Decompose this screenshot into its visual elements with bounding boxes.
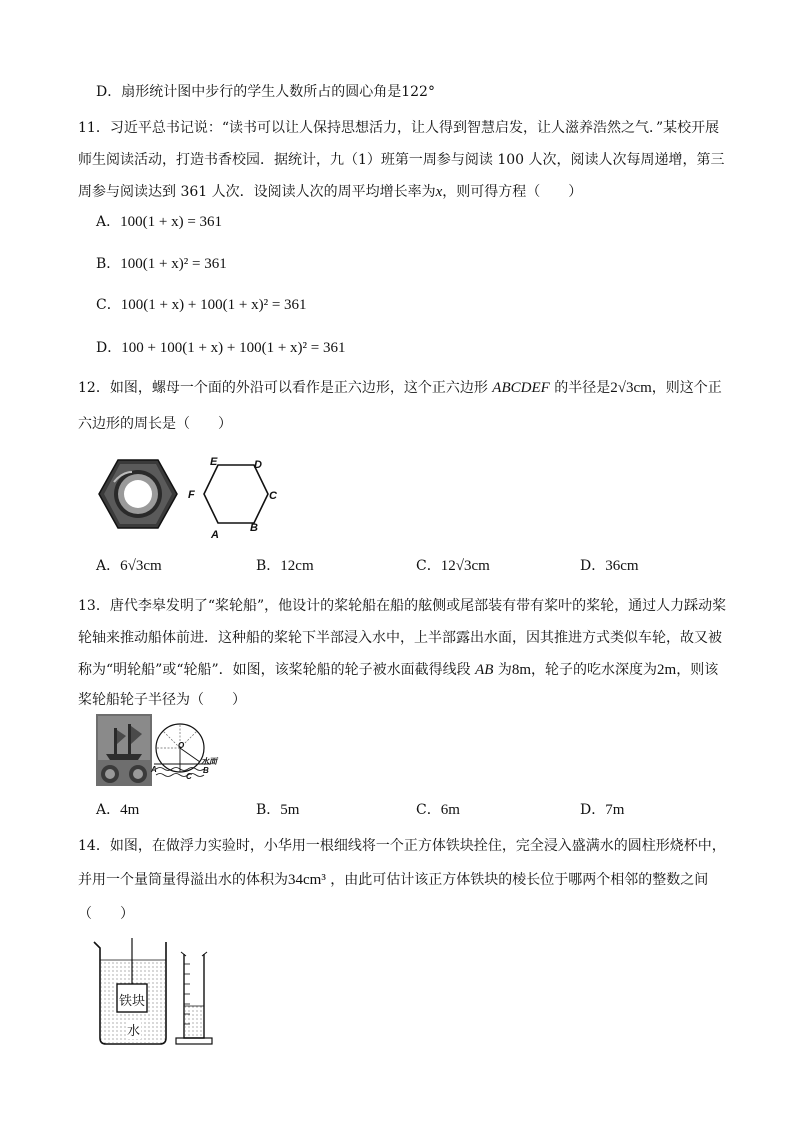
hex-label-b: B <box>250 522 258 534</box>
q13-stem-line1: 13．唐代李皋发明了“桨轮船”，他设计的桨轮船在船的舷侧或尾部装有带有桨叶的桨轮，通过人力踩动桨 <box>78 598 727 614</box>
q11-option-c[interactable]: C．100(1 + x) + 100(1 + x)² = 361 <box>96 297 307 313</box>
hexagon-diagram <box>196 462 276 526</box>
q13-option-d[interactable]: D．7m <box>580 802 625 818</box>
hex-nut-image <box>98 458 178 530</box>
q11-option-b[interactable]: B．100(1 + x)² = 361 <box>96 256 227 272</box>
hex-label-e: E <box>210 456 218 468</box>
hex-label-d: D <box>254 459 262 471</box>
q13-option-c[interactable]: C．6m <box>416 802 460 818</box>
q11-option-d[interactable]: D．100 + 100(1 + x) + 100(1 + x)² = 361 <box>96 340 346 356</box>
q13-stem-line2: 轮轴来推动船体前进．这种船的桨轮下半部浸入水中，上半部露出水面，因其推进方式类似车轮，故又被 <box>78 630 722 646</box>
q12-stem-line2: 六边形的周长是（ ） <box>78 416 232 432</box>
q13-option-b[interactable]: B．5m <box>256 802 300 818</box>
q11-stem-line1: 11．习近平总书记说：“读书可以让人保持思想活力，让人得到智慧启发，让人滋养浩然之气．”某校开展 <box>78 120 720 136</box>
q12-option-d[interactable]: D．36cm <box>580 558 639 574</box>
q12-option-c[interactable]: C．12√3cm <box>416 558 490 574</box>
q12-option-a[interactable]: A．6√3cm <box>96 558 162 574</box>
q14-stem-line2: 并用一个量筒量得溢出水的体积为34cm³ ，由此可估计该正方体铁块的棱长位于哪两个相邻的整数之间 <box>78 872 709 888</box>
q11-stem-line2: 师生阅读活动，打造书香校园．据统计，九（1）班第一周参与阅读 100 人次，阅读人次每周递增，第三 <box>78 152 725 168</box>
q12-option-b[interactable]: B．12cm <box>256 558 314 574</box>
q13-stem-line4: 桨轮船轮子半径为（ ） <box>78 692 246 708</box>
paddle-boat-photo <box>96 714 152 786</box>
beaker-experiment-diagram <box>88 934 218 1048</box>
hex-label-c: C <box>269 490 277 502</box>
q11-stem-line3: 周参与阅读达到 361 人次．设阅读人次的周平均增长率为x，则可得方程（ ） <box>78 184 583 200</box>
hex-label-a: A <box>211 529 219 541</box>
wheel-label-c: C <box>186 772 192 781</box>
wheel-label-o: O <box>178 741 185 750</box>
iron-block-label: 铁块 <box>119 994 146 1009</box>
q10-option-d: D．扇形统计图中步行的学生人数所占的圆心角是122° <box>96 84 435 100</box>
q14-stem-line1: 14．如图，在做浮力实验时，小华用一根细线将一个正方体铁块拴住，完全浸入盛满水的圆柱形烧杯中， <box>78 838 726 854</box>
wheel-label-a: A <box>151 765 157 774</box>
q13-stem-line3: 称为“明轮船”或“轮船”．如图，该桨轮船的轮子被水面截得线段 AB 为8m，轮子的吃水深度为2m，则该 <box>78 662 719 678</box>
hex-label-f: F <box>188 489 195 501</box>
wheel-label-b: B <box>203 766 209 775</box>
water-label: 水 <box>126 1020 141 1039</box>
q14-stem-line3: （ ） <box>78 906 134 922</box>
wheel-label-water: 水面 <box>201 757 217 766</box>
q13-option-a[interactable]: A．4m <box>96 802 140 818</box>
q12-stem-line1: 12．如图，螺母一个面的外沿可以看作是正六边形，这个正六边形 ABCDEF 的半径是2√3cm，则这个正 <box>78 380 722 396</box>
q11-option-a[interactable]: A．100(1 + x) = 361 <box>96 214 223 230</box>
